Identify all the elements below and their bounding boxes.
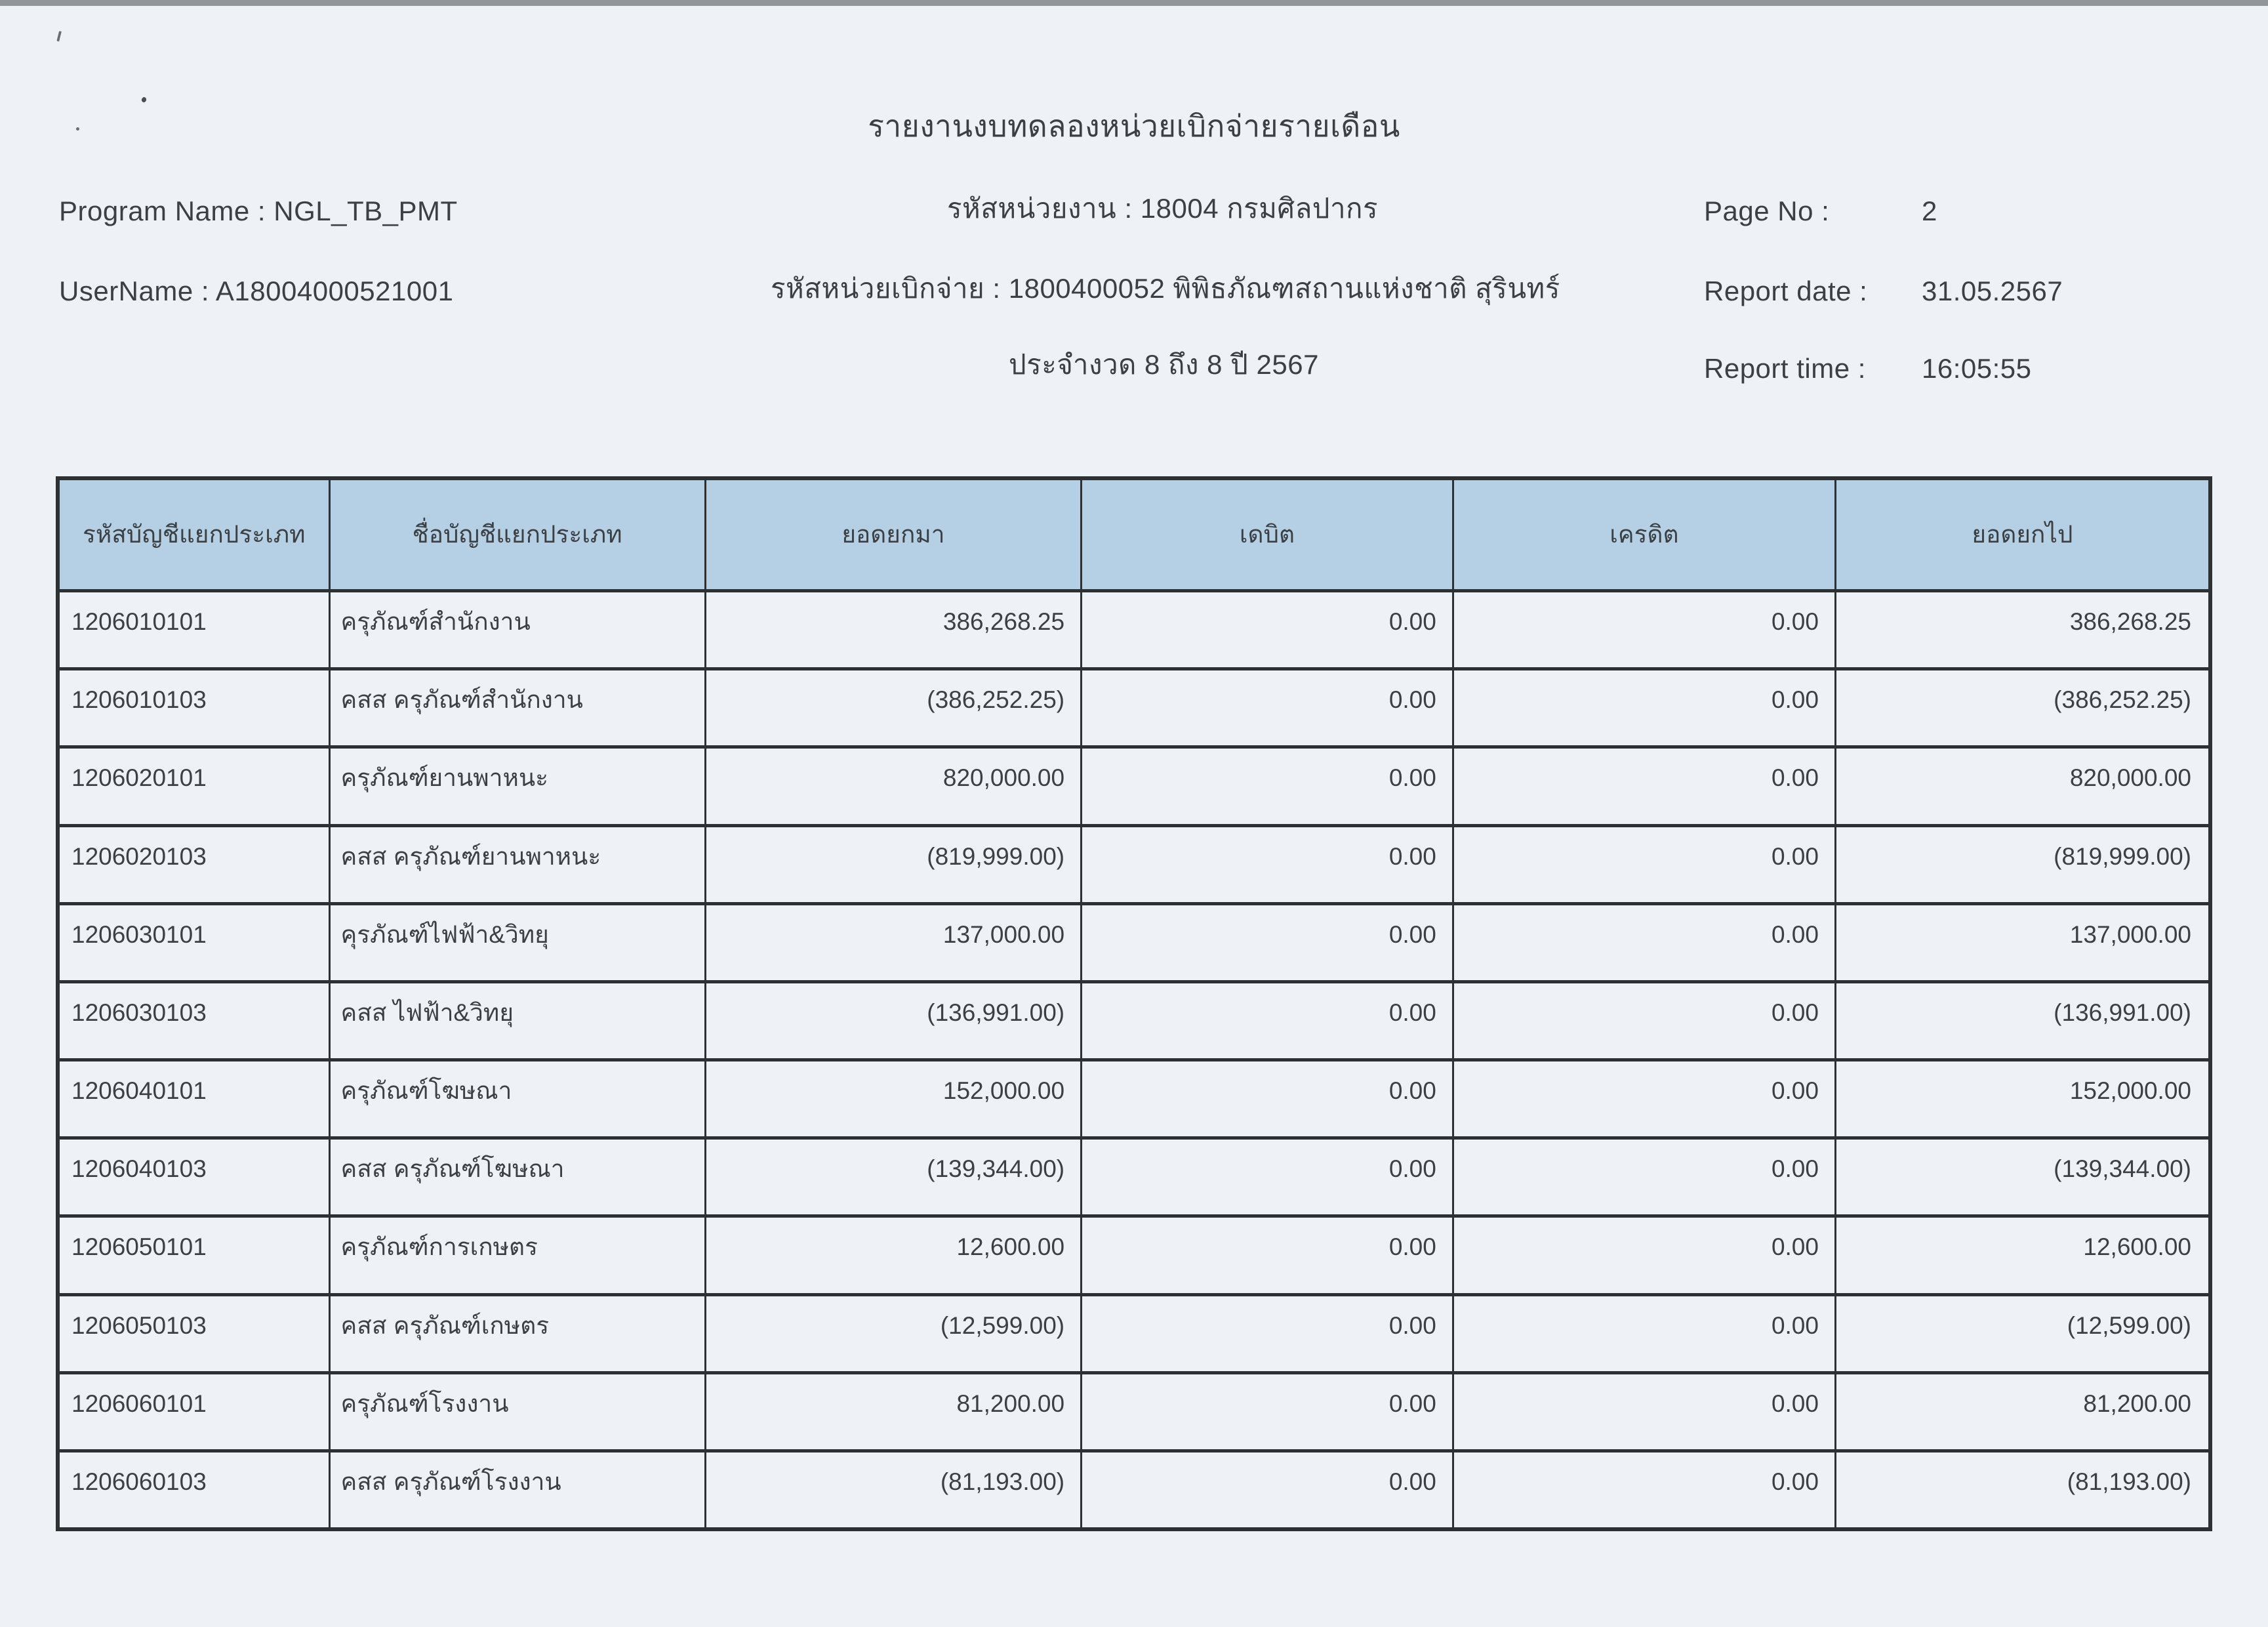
table-row [60, 902, 2208, 980]
cell-balance-bf: (12,599.00) [704, 1296, 1080, 1371]
page-no-label: Page No : [1704, 196, 1830, 226]
program-name-line: Program Name : NGL_TB_PMT [59, 196, 458, 226]
table-row [60, 1293, 2208, 1371]
cell-account-code: 1206050101 [71, 1233, 207, 1261]
cell-debit: 0.00 [1080, 670, 1452, 745]
cell-debit: 0.00 [1080, 1218, 1452, 1292]
pen-mark [56, 31, 66, 43]
table-row [60, 1058, 2208, 1136]
cell-credit: 0.00 [1452, 983, 1834, 1058]
cell-balance-cf: (819,999.00) [1834, 827, 2208, 902]
cell-balance-bf: 386,268.25 [704, 592, 1080, 667]
cell-balance-bf: (819,999.00) [704, 827, 1080, 902]
username-line: UserName : A18004000521001 [59, 276, 454, 306]
table-header-row [60, 480, 2208, 589]
report-date-label: Report date : [1704, 276, 1868, 306]
cell-credit: 0.00 [1452, 1296, 1834, 1371]
table-row [60, 589, 2208, 667]
cell-debit: 0.00 [1080, 1296, 1452, 1371]
table-row [60, 1214, 2208, 1292]
trial-balance-table [56, 476, 2212, 1531]
cell-balance-bf: (139,344.00) [704, 1140, 1080, 1214]
cell-balance-bf: 12,600.00 [704, 1218, 1080, 1292]
cell-debit: 0.00 [1080, 905, 1452, 980]
table-row [60, 745, 2208, 823]
cell-account-name: คสส ครุภัณฑ์โรงงาน [329, 1452, 704, 1527]
cell-balance-bf: (386,252.25) [704, 670, 1080, 745]
cell-credit: 0.00 [1452, 1374, 1834, 1449]
table-row [60, 824, 2208, 902]
cell-balance-cf: 137,000.00 [1834, 905, 2208, 980]
agency-code-line: รหัสหน่วยงาน : 18004 กรมศิลปากร [947, 193, 1379, 224]
cell-credit: 0.00 [1452, 749, 1834, 823]
cell-account-name: ครุภัณฑ์การเกษตร [329, 1218, 704, 1292]
cell-account-code: 1206010101 [71, 608, 207, 635]
cell-account-code: 1206040103 [71, 1155, 207, 1183]
cell-balance-bf: 81,200.00 [704, 1374, 1080, 1449]
cell-balance-cf: 820,000.00 [1834, 749, 2208, 823]
cell-balance-bf: 152,000.00 [704, 1061, 1080, 1136]
cell-credit: 0.00 [1452, 1452, 1834, 1527]
header-debit: เดบิต [1080, 480, 1452, 589]
cell-account-name: ครุภัณฑ์โฆษณา [329, 1061, 704, 1136]
header-credit: เครดิต [1452, 480, 1834, 589]
cell-balance-bf: 137,000.00 [704, 905, 1080, 980]
cell-debit: 0.00 [1080, 1374, 1452, 1449]
cell-account-code: 1206030103 [71, 999, 207, 1026]
cell-balance-bf: (81,193.00) [704, 1452, 1080, 1527]
cell-balance-bf: (136,991.00) [704, 983, 1080, 1058]
table-row [60, 980, 2208, 1058]
cell-account-code: 1206060101 [71, 1390, 207, 1417]
cell-balance-cf: (139,344.00) [1834, 1140, 2208, 1214]
cell-balance-cf: 81,200.00 [1834, 1374, 2208, 1449]
cell-balance-cf: 386,268.25 [1834, 592, 2208, 667]
cell-account-name: ครุภัณฑ์โรงงาน [329, 1374, 704, 1449]
scanner-edge-top [0, 0, 2268, 6]
cell-account-name: คสส ครุภัณฑ์เกษตร [329, 1296, 704, 1371]
period-line: ประจำงวด 8 ถึง 8 ปี 2567 [1009, 349, 1319, 380]
cell-credit: 0.00 [1452, 1140, 1834, 1214]
report-title: รายงานงบทดลองหน่วยเบิกจ่ายรายเดือน [868, 109, 1400, 143]
report-date-value: 31.05.2567 [1922, 276, 2063, 306]
cell-debit: 0.00 [1080, 983, 1452, 1058]
cell-account-name: ครุภัณฑ์สำนักงาน [329, 592, 704, 667]
cell-balance-cf: (12,599.00) [1834, 1296, 2208, 1371]
header-balance-cf: ยอดยกไป [1834, 480, 2208, 589]
cell-balance-cf: 152,000.00 [1834, 1061, 2208, 1136]
cell-balance-cf: (386,252.25) [1834, 670, 2208, 745]
cell-account-code: 1206040101 [71, 1077, 207, 1105]
table-row [60, 1371, 2208, 1449]
cell-account-name: คสส ไฟฟ้า&วิทยุ [329, 983, 704, 1058]
page-no-value: 2 [1922, 196, 1937, 226]
cell-balance-cf: (136,991.00) [1834, 983, 2208, 1058]
cell-debit: 0.00 [1080, 592, 1452, 667]
header-account-code: รหัสบัญชีแยกประเภท [82, 520, 306, 548]
report-time-label: Report time : [1704, 353, 1866, 384]
cell-debit: 0.00 [1080, 827, 1452, 902]
cell-account-code: 1206010103 [71, 686, 207, 714]
disbursement-unit-line: รหัสหน่วยเบิกจ่าย : 1800400052 พิพิธภัณฑสถานแห่งชาติ สุรินทร์ [771, 273, 1560, 304]
report-time-value: 16:05:55 [1922, 353, 2032, 384]
cell-credit: 0.00 [1452, 1061, 1834, 1136]
cell-account-name: คสส ครุภัณฑ์โฆษณา [329, 1140, 704, 1214]
cell-debit: 0.00 [1080, 749, 1452, 823]
table-row [60, 667, 2208, 745]
cell-credit: 0.00 [1452, 827, 1834, 902]
cell-debit: 0.00 [1080, 1061, 1452, 1136]
header-account-name: ชื่อบัญชีแยกประเภท [329, 480, 704, 589]
cell-credit: 0.00 [1452, 1218, 1834, 1292]
cell-credit: 0.00 [1452, 592, 1834, 667]
cell-account-name: คสส ครุภัณฑ์สำนักงาน [329, 670, 704, 745]
header-balance-bf: ยอดยกมา [704, 480, 1080, 589]
cell-debit: 0.00 [1080, 1140, 1452, 1214]
cell-account-name: คุรภัณฑ์ไฟฟ้า&วิทยุ [329, 905, 704, 980]
cell-debit: 0.00 [1080, 1452, 1452, 1527]
cell-account-name: ครุภัณฑ์ยานพาหนะ [329, 749, 704, 823]
cell-account-code: 1206020103 [71, 842, 207, 870]
table-row [60, 1449, 2208, 1527]
table-row [60, 1136, 2208, 1214]
cell-account-code: 1206020101 [71, 764, 207, 792]
cell-credit: 0.00 [1452, 905, 1834, 980]
cell-balance-bf: 820,000.00 [704, 749, 1080, 823]
cell-credit: 0.00 [1452, 670, 1834, 745]
cell-account-name: คสส ครุภัณฑ์ยานพาหนะ [329, 827, 704, 902]
cell-account-code: 1206060103 [71, 1468, 207, 1495]
cell-account-code: 1206030101 [71, 920, 207, 948]
cell-balance-cf: (81,193.00) [1834, 1452, 2208, 1527]
cell-account-code: 1206050103 [71, 1311, 207, 1339]
cell-balance-cf: 12,600.00 [1834, 1218, 2208, 1292]
